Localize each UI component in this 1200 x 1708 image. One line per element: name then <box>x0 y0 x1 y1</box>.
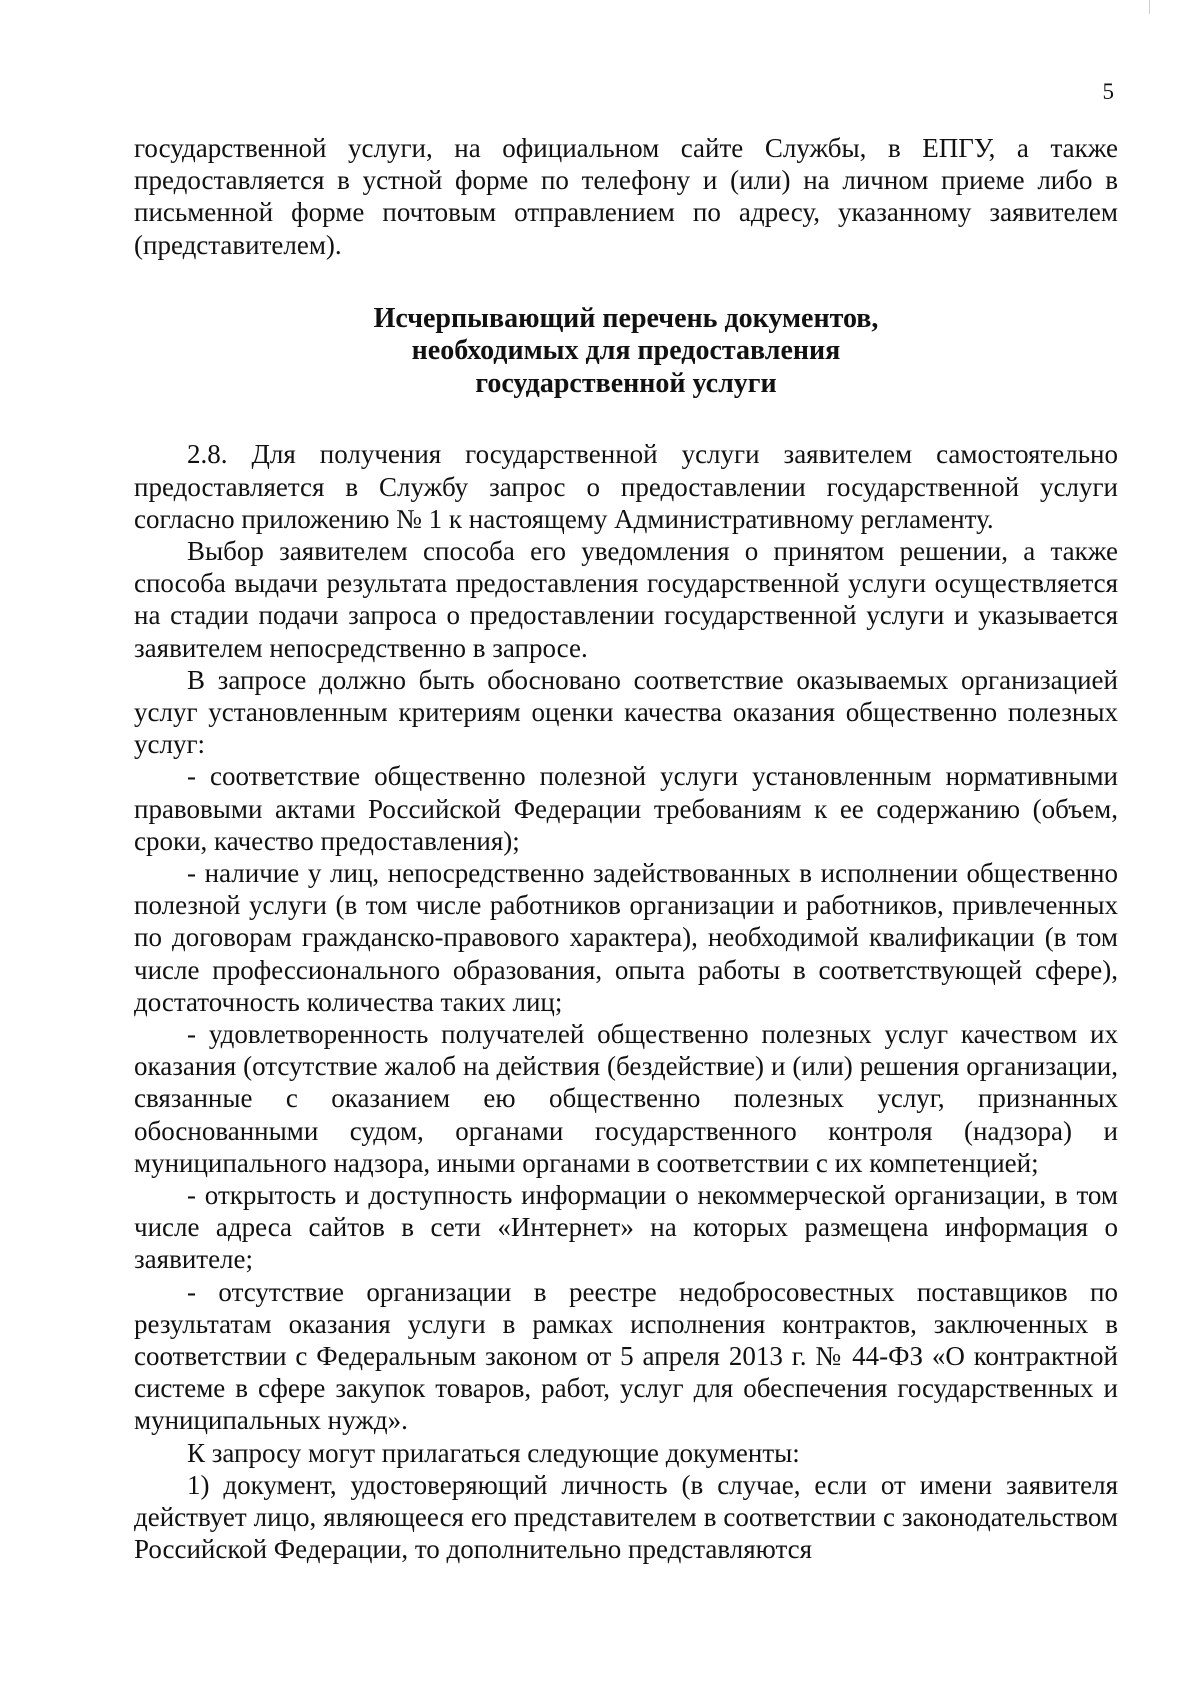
page-number: 5 <box>1102 79 1114 104</box>
section-heading-line-2: необходимых для предоставления <box>411 335 841 367</box>
list-item-criterion-openness: - открытость и доступность информации о некоммерческой организации, в том числе адреса сайтов в сети «Интернет» на которых размещена информация о заявителе; <box>134 1179 1118 1275</box>
section-heading-line-3: государственной услуги <box>475 367 777 399</box>
list-item-criterion-compliance: - соответствие общественно полезной услуги установленным нормативными правовыми актами Российской Федерации требованиям к ее содержанию (объем, сроки, качество предоставления); <box>134 761 1118 856</box>
document-body <box>134 132 1118 1565</box>
list-item-criterion-registry: - отсутствие организации в реестре недобросовестных поставщиков по результатам оказания услуги в рамках исполнения контрактов, заключенных в соответствии с Федеральным законом от 5 апреля 2013 г. № 44-ФЗ «О контрактной системе в сфере закупок товаров, работ, услуг для обеспечения государственных и муниципальных нужд». <box>134 1276 1118 1436</box>
paragraph-notification-method: Выбор заявителем способа его уведомления о принятом решении, а также способа выдачи результата предоставления государственной услуги осуществляется на стадии подачи запроса о предоставлении государственной услуги и указывается заявителем непосредственно в запросе. <box>134 535 1118 663</box>
list-item-criterion-satisfaction: - удовлетворенность получателей общественно полезных услуг качеством их оказания (отсутствие жалоб на действия (бездействие) и (или) решения организации, связанные с оказанием ею общественно полезных услуг, признанных обоснованными судом, органами государственного контроля (надзора) и муниципального надзора, иными органами в соответствии с их компетенцией; <box>134 1018 1118 1178</box>
paragraph-clause-2-8: 2.8. Для получения государственной услуги заявителем самостоятельно предоставляется в Службу запрос о предоставлении государственной услуги согласно приложению № 1 к настоящему Административному регламенту. <box>134 439 1118 534</box>
section-heading-line-1: Исчерпывающий перечень документов, <box>373 302 879 334</box>
intro-paragraph: государственной услуги, на официальном сайте Службы, в ЕПГУ, а также предоставляется в устной форме по телефону и (или) на личном приеме либо в письменной форме почтовым отправлением по адресу, указанному заявителем (представителем). <box>134 133 1118 260</box>
paragraph-attachments-intro: К запросу могут прилагаться следующие документы: <box>187 1437 800 1468</box>
section-heading <box>134 303 1118 401</box>
list-item-criterion-qualification: - наличие у лиц, непосредственно задействованных в исполнении общественно полезной услуги (в том числе работников организации и работников, привлеченных по договорам гражданско-правового характера), необходимой квалификации (в том числе профессионального образования, опыта работы в соответствующей сфере), достаточность количества таких лиц; <box>134 857 1118 1017</box>
scan-edge-mark <box>1149 0 1150 14</box>
paragraph-criteria-intro: В запросе должно быть обосновано соответствие оказываемых организацией услуг установленным критериям оценки качества оказания общественно полезных услуг: <box>134 664 1118 760</box>
list-item-identity-document: 1) документ, удостоверяющий личность (в случае, если от имени заявителя действует лицо, являющееся его представителем в соответствии с законодательством Российской Федерации, то дополнительно представляются <box>134 1469 1118 1565</box>
